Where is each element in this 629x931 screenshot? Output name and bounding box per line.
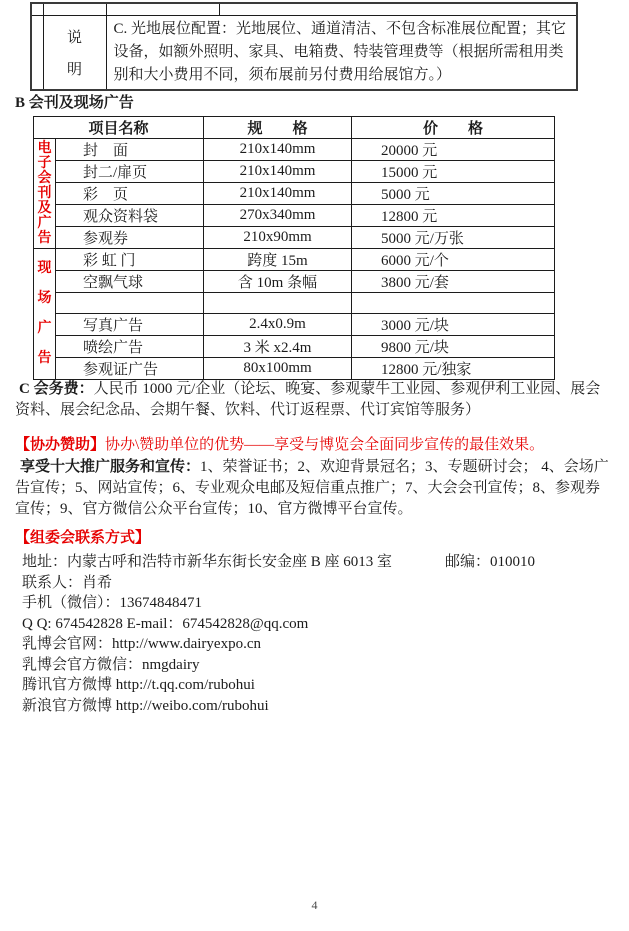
column-header-price: 价 格 — [352, 117, 555, 139]
table-row — [34, 249, 555, 271]
cell-spec: 210x140mm — [204, 161, 352, 183]
group-spacer-cell — [31, 15, 43, 90]
cell-name: 彩 虹 门 — [56, 249, 204, 271]
table-row — [34, 161, 555, 183]
cell-spec: 270x340mm — [204, 205, 352, 227]
table-row — [31, 15, 577, 90]
note-label — [44, 20, 106, 84]
note-text: C. 光地展位配置：光地展位、通道清洁、不包含标准展位配置；其它设备，如额外照明、家具、电箱费、特装管理费等（根据所需租用类别和大小费用不同，须布展前另付费用给展馆方。） — [106, 15, 577, 90]
group-label: 现场广告 — [37, 261, 52, 366]
group-label: 电子会刊及广告 — [37, 141, 52, 246]
cell-spec: 跨度 15m — [204, 249, 352, 271]
stub-cell — [106, 3, 219, 15]
cell-name: 封二/扉页 — [56, 161, 204, 183]
section-b-heading: B 会刊及现场广告 — [15, 95, 134, 111]
stub-cell — [219, 3, 577, 15]
cell-price: 15000 元 — [352, 161, 555, 183]
cell-name: 空飘气球 — [56, 271, 204, 293]
table-row — [34, 183, 555, 205]
contact-mobile-line: 手机（微信）：13674848471 — [22, 595, 203, 611]
group-cell-ejournal — [34, 139, 56, 249]
table-row — [34, 205, 555, 227]
contact-person-line: 联系人：肖希 — [22, 574, 113, 591]
column-header-item: 项目名称 — [34, 117, 204, 139]
contact-website-line: 乳博会官网：http://www.dairyexpo.cn — [22, 636, 261, 652]
group-cell-onsite — [34, 249, 56, 380]
table-row — [34, 139, 555, 161]
cell-price: 12800 元/独家 — [352, 358, 555, 380]
table-row — [34, 227, 555, 249]
contact-sina-weibo-line: 新浪官方微博 http://weibo.com/rubohui — [22, 697, 269, 714]
cell-spec: 210x140mm — [204, 183, 352, 205]
note-label-cell — [43, 15, 106, 90]
stub-cell — [31, 3, 43, 15]
cell-name: 彩 页 — [56, 183, 204, 205]
contact-wechat-line: 乳博会官方微信：nmgdairy — [22, 656, 200, 673]
note-label-char: 说 — [66, 29, 82, 46]
table-row — [31, 3, 577, 15]
page-number: 4 — [311, 898, 318, 912]
column-header-spec: 规 格 — [204, 117, 352, 139]
cell-name — [56, 293, 204, 314]
stub-cell — [43, 3, 106, 15]
cell-price: 5000 元/万张 — [352, 227, 555, 249]
contact-address: 地址：内蒙古呼和浩特市新华东街长安金座 B 座 6013 室 — [22, 554, 393, 570]
sponsor-line — [15, 435, 615, 456]
contact-postcode: 邮编：010010 — [445, 554, 536, 570]
contact-qq-email-line: Q Q: 674542828 E-mail：674542828@qq.com — [22, 615, 309, 632]
cell-spec: 3 米 x2.4m — [204, 336, 352, 358]
cell-name: 写真广告 — [56, 314, 204, 336]
section-c-label: C 会务费： — [19, 381, 94, 397]
cell-name: 参观券 — [56, 227, 204, 249]
contact-address-line — [15, 552, 615, 573]
booth-note-table — [30, 2, 578, 91]
advertising-price-table — [33, 116, 555, 380]
table-row — [34, 314, 555, 336]
services-label: 享受十大推广服务和宣传： — [20, 459, 201, 475]
cell-price: 3000 元/块 — [352, 314, 555, 336]
sponsor-text: 协办\赞助单位的优势——享受与博览会全面同步宣传的最佳效果。 — [105, 437, 545, 453]
cell-spec: 含 10m 条幅 — [204, 271, 352, 293]
cell-price: 12800 元 — [352, 205, 555, 227]
sponsor-label: 【协办赞助】 — [15, 437, 106, 453]
section-c-text: 人民币 1000 元/企业（论坛、晚宴、参观蒙牛工业园、参观伊利工业园、展会资料、展会纪念品、会期午餐、饮料、代订返程票、代订宾馆等服务） — [15, 381, 601, 418]
contact-section — [15, 528, 615, 716]
table-row — [34, 293, 555, 314]
cell-spec: 2.4x0.9m — [204, 314, 352, 336]
services-text: 1、荣誉证书；2、欢迎背景冠名；3、专题研讨会； 4、会场广告宣传；5、网站宣传；6、专业观众电邮及短信重点推广；7、大会会刊宣传；8、参观券宣传；9、官方微信公众平台宣传；10、官方微博平台宣传。 — [15, 459, 609, 517]
cell-spec: 80x100mm — [204, 358, 352, 380]
table-row — [34, 271, 555, 293]
cell-price: 9800 元/块 — [352, 336, 555, 358]
cell-spec — [204, 293, 352, 314]
cell-price: 3800 元/套 — [352, 271, 555, 293]
cell-price — [352, 293, 555, 314]
cell-spec: 210x140mm — [204, 139, 352, 161]
contact-heading: 【组委会联系方式】 — [15, 530, 151, 546]
cell-name: 观众资料袋 — [56, 205, 204, 227]
services-paragraph — [15, 457, 609, 520]
table-row — [34, 358, 555, 380]
cell-price: 5000 元 — [352, 183, 555, 205]
contact-tencent-weibo-line: 腾讯官方微博 http://t.qq.com/rubohui — [22, 677, 255, 693]
section-c-paragraph — [15, 379, 603, 421]
note-label-char: 明 — [66, 61, 82, 78]
cell-name: 喷绘广告 — [56, 336, 204, 358]
table-row — [34, 336, 555, 358]
cell-price: 20000 元 — [352, 139, 555, 161]
cell-name: 参观证广告 — [56, 358, 204, 380]
cell-spec: 210x90mm — [204, 227, 352, 249]
cell-name: 封 面 — [56, 139, 204, 161]
cell-price: 6000 元/个 — [352, 249, 555, 271]
table-header-row — [34, 117, 555, 139]
